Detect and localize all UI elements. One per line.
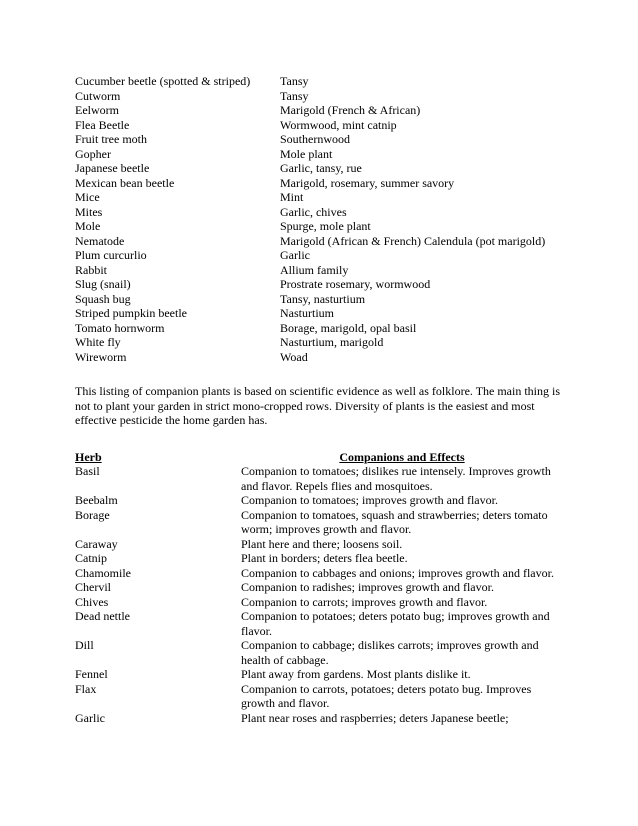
pest-row: [75, 205, 570, 220]
herb-effect: Companion to carrots, potatoes; deters potato bug. Improves growth and flavor.: [241, 681, 532, 710]
pest-companion-plants: Woad: [280, 349, 308, 364]
herb-name: Beebalm: [75, 493, 118, 507]
herb-column-header: Herb: [75, 449, 102, 464]
herb-name: Dill: [75, 638, 94, 652]
pest-companion-plants: Borage, marigold, opal basil: [280, 320, 417, 335]
pest-row: [75, 89, 570, 104]
herb-name: Basil: [75, 464, 100, 478]
herb-row: [75, 682, 570, 711]
page-content: [75, 74, 570, 725]
pest-companion-plants: Tansy, nasturtium: [280, 291, 366, 306]
pest-companion-plants: Nasturtium, marigold: [280, 335, 384, 349]
pest-companion-plants: Marigold, rosemary, summer savory: [280, 175, 455, 190]
herb-effect: Companion to potatoes; deters potato bug; improves growth and flavor.: [241, 609, 550, 638]
herb-name: Caraway: [75, 536, 118, 551]
pest-companion-plants: Prostrate rosemary, wormwood: [280, 277, 431, 291]
pest-companion-plants: Mole plant: [280, 146, 333, 161]
pest-name: Squash bug: [75, 291, 131, 306]
pest-companion-plants: Spurge, mole plant: [280, 219, 371, 233]
herb-row: [75, 667, 570, 682]
pest-row: [75, 219, 570, 234]
herb-name: Chamomile: [75, 565, 131, 580]
herb-name: Garlic: [75, 710, 105, 725]
pest-companion-plants: Southernwood: [280, 132, 350, 146]
herb-row: [75, 566, 570, 581]
herb-row: [75, 464, 570, 493]
pest-row: [75, 277, 570, 292]
pest-row: [75, 118, 570, 133]
pest-name: Mites: [75, 204, 103, 219]
herb-effect: Plant in borders; deters flea beetle.: [241, 551, 408, 565]
pest-companion-plants: Mint: [280, 190, 304, 204]
pest-row: [75, 161, 570, 176]
pest-companion-plants: Wormwood, mint catnip: [280, 117, 397, 132]
herb-row: [75, 508, 570, 537]
pest-companion-plants: Garlic, tansy, rue: [280, 161, 362, 175]
herb-row: [75, 638, 570, 667]
pest-row: [75, 176, 570, 191]
herb-effect: Plant away from gardens. Most plants dislike it.: [241, 667, 471, 681]
pest-name: Slug (snail): [75, 277, 131, 291]
effects-column-header: Companions and Effects: [339, 449, 465, 464]
herb-effect: Companion to tomatoes; dislikes rue intensely. Improves growth and flavor. Repels flies and mosquitoes.: [241, 464, 551, 493]
pest-companion-plants: Allium family: [280, 262, 349, 277]
pest-row: [75, 190, 570, 205]
pest-row: [75, 263, 570, 278]
herb-name: Dead nettle: [75, 609, 130, 623]
herb-row: [75, 551, 570, 566]
herb-row: [75, 609, 570, 638]
herb-table: [75, 464, 570, 725]
herb-name: Flax: [75, 681, 97, 696]
herb-name: Chives: [75, 594, 109, 609]
pest-name: Mice: [75, 190, 100, 204]
herb-effect: Companion to tomatoes, squash and strawberries; deters tomato worm; improves growth and flavor.: [241, 507, 548, 536]
pest-companion-plants: Nasturtium: [280, 306, 334, 320]
intro-paragraph: This listing of companion plants is based on scientific evidence as well as folklore. The main thing is not to plant your garden in strict mono-cropped rows. Diversity of plants is the easiest and most effective pesticide the home garden has.: [75, 384, 561, 427]
pest-row: [75, 335, 570, 350]
pest-name: Eelworm: [75, 103, 119, 117]
pest-row: [75, 103, 570, 118]
herb-effect: Plant here and there; loosens soil.: [241, 536, 403, 551]
herb-name: Catnip: [75, 551, 107, 565]
herb-effect: Companion to carrots; improves growth and flavor.: [241, 594, 488, 609]
pest-name: Gopher: [75, 146, 111, 161]
pest-name: Wireworm: [75, 349, 127, 364]
herb-table-header: [75, 450, 570, 465]
herb-name: Borage: [75, 507, 110, 522]
pest-name: Striped pumpkin beetle: [75, 306, 187, 320]
herb-row: [75, 493, 570, 508]
pest-name: Nematode: [75, 233, 125, 248]
pest-name: Flea Beetle: [75, 117, 130, 132]
herb-effect: Companion to cabbages and onions; improves growth and flavor.: [241, 565, 554, 580]
pest-name: Cutworm: [75, 88, 121, 103]
pest-name: Plum curcurlio: [75, 248, 147, 262]
pest-companion-plants: Tansy: [280, 88, 309, 103]
pest-row: [75, 132, 570, 147]
herb-row: [75, 595, 570, 610]
pest-name: Rabbit: [75, 262, 107, 277]
pest-row: [75, 248, 570, 263]
pest-name: Fruit tree moth: [75, 132, 147, 146]
pest-row: [75, 350, 570, 365]
pest-name: Cucumber beetle (spotted & striped): [75, 74, 251, 88]
pest-row: [75, 74, 570, 89]
pest-name: Mole: [75, 219, 101, 233]
herb-row: [75, 711, 570, 726]
herb-name: Chervil: [75, 580, 111, 594]
herb-effect: Companion to tomatoes; improves growth and flavor.: [241, 493, 498, 507]
herb-effect: Plant near roses and raspberries; deters Japanese beetle;: [241, 710, 509, 725]
herb-effect: Companion to cabbage; dislikes carrots; improves growth and health of cabbage.: [241, 638, 539, 667]
pest-row: [75, 321, 570, 336]
pest-row: [75, 292, 570, 307]
pest-companion-plants: Marigold (African & French) Calendula (pot marigold): [280, 233, 546, 248]
pest-row: [75, 147, 570, 162]
pest-companion-plants: Tansy: [280, 74, 309, 88]
herb-row: [75, 537, 570, 552]
pest-companion-list: [75, 74, 570, 364]
pest-companion-plants: Marigold (French & African): [280, 103, 421, 117]
pest-name: Tomato hornworm: [75, 320, 165, 335]
pest-name: White fly: [75, 335, 121, 349]
herb-name: Fennel: [75, 667, 108, 681]
pest-companion-plants: Garlic, chives: [280, 204, 347, 219]
herb-row: [75, 580, 570, 595]
pest-row: [75, 234, 570, 249]
pest-companion-plants: Garlic: [280, 248, 310, 262]
pest-name: Japanese beetle: [75, 161, 150, 175]
herb-effect: Companion to radishes; improves growth and flavor.: [241, 580, 494, 594]
pest-name: Mexican bean beetle: [75, 175, 175, 190]
pest-row: [75, 306, 570, 321]
